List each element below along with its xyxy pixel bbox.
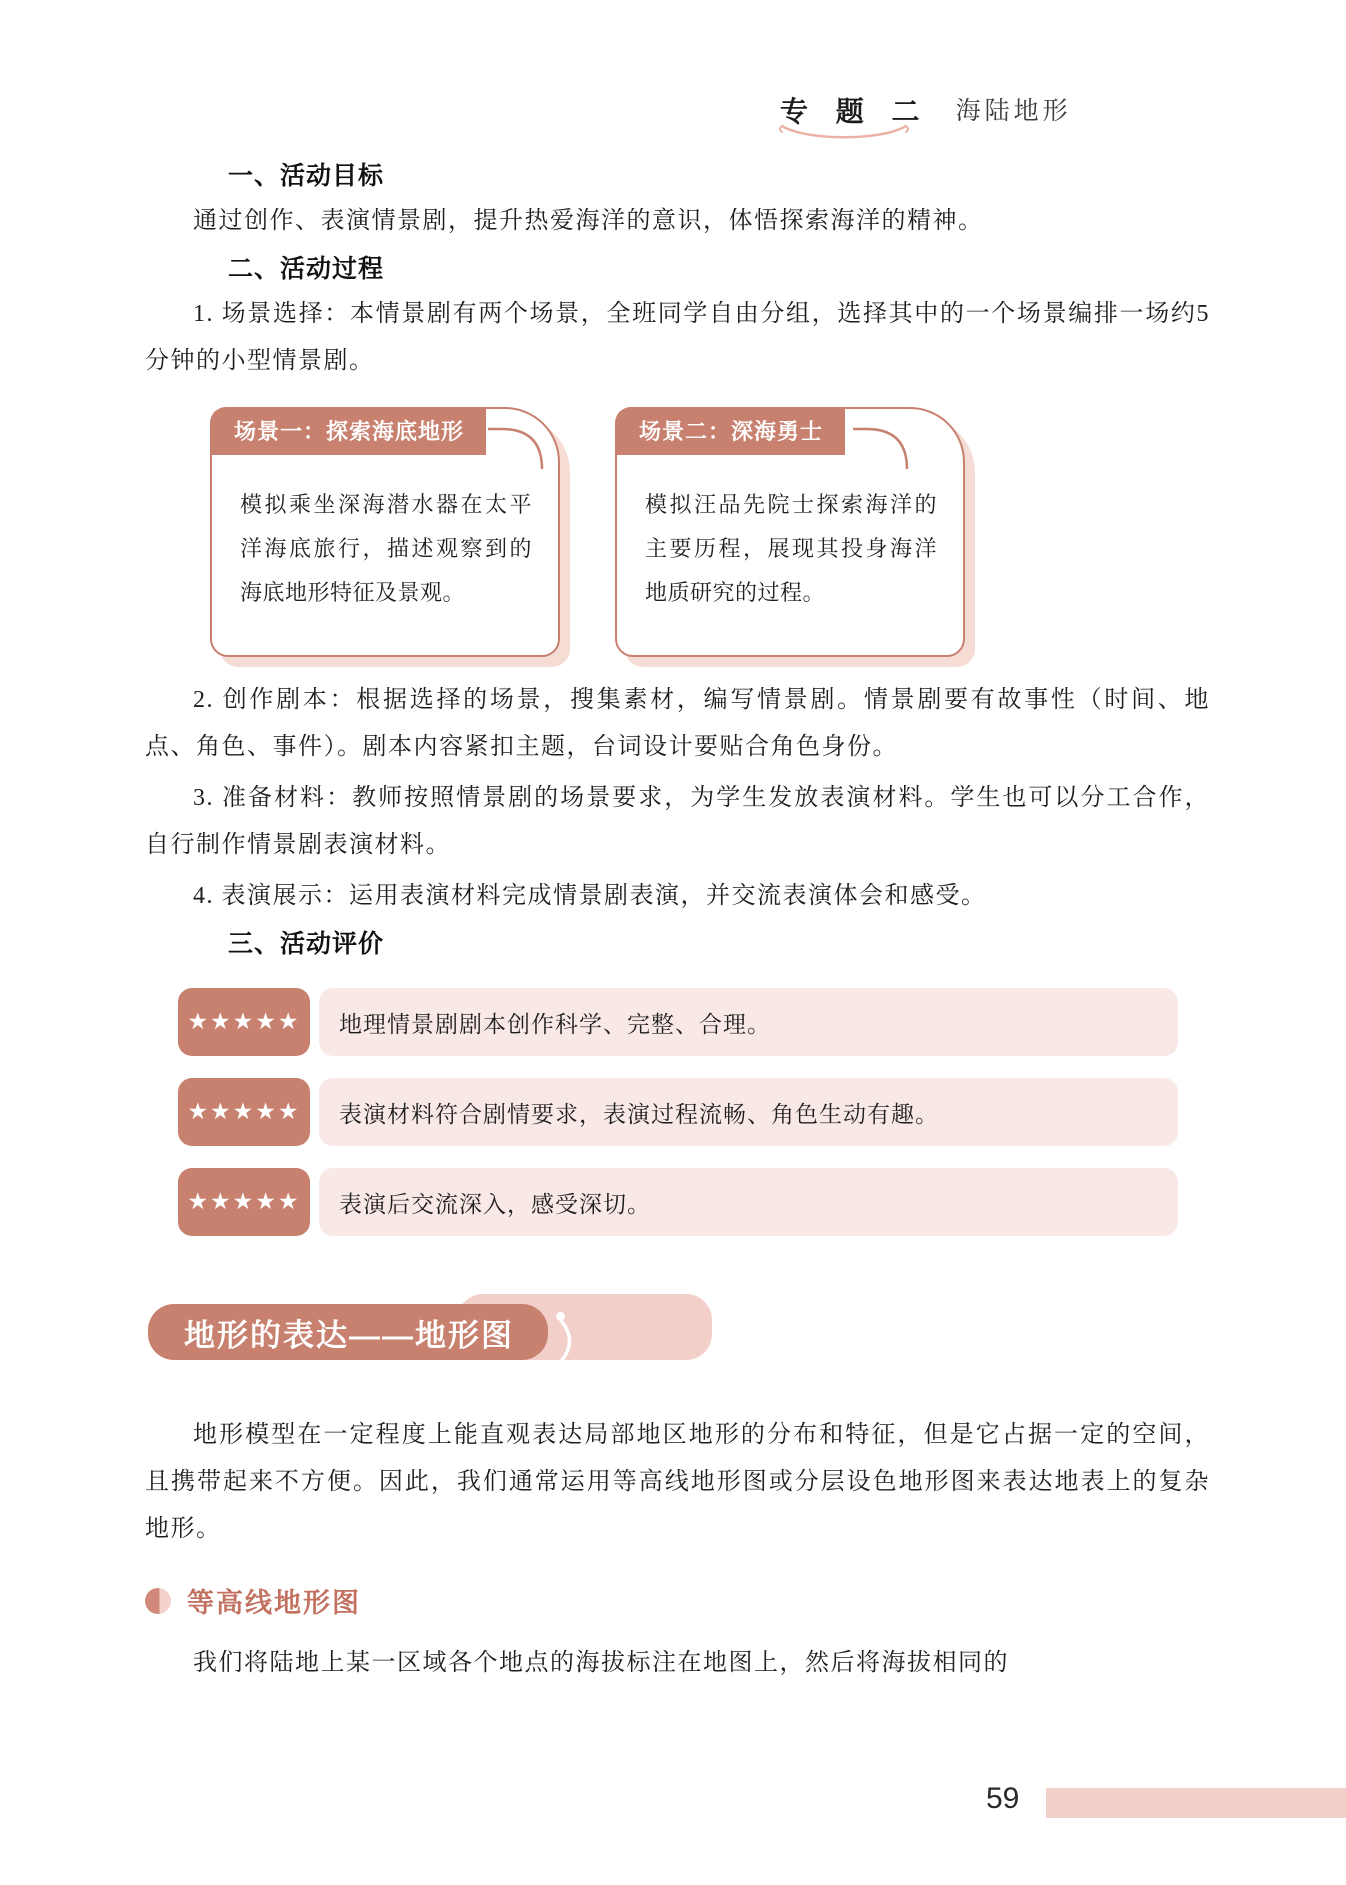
heading-activity-process: 二、活动过程	[228, 256, 385, 283]
activity-step-2: 2. 创作剧本：根据选择的场景，搜集素材，编写情景剧。情景剧要有故事性（时间、地点、角色、事件）。剧本内容紧扣主题，台词设计要贴合角色身份。	[145, 687, 1210, 760]
contour-paragraph: 我们将陆地上某一区域各个地点的海拔标注在地图上，然后将海拔相同的	[193, 1650, 1009, 1676]
banner-quote-icon	[559, 1320, 581, 1364]
unit-title: 海陆地形	[955, 98, 1072, 125]
contour-heading-text: 等高线地形图	[187, 1588, 361, 1618]
unit-label: 专 题 二	[780, 96, 930, 127]
scene-1-title-tab: 场景一：探索海底地形	[210, 407, 486, 455]
heading-activity-goal: 一、活动目标	[228, 163, 385, 190]
scene-2-title-tab: 场景二：深海勇士	[615, 407, 845, 455]
page-edge-bar	[1046, 1788, 1346, 1818]
evaluation-row-1	[178, 988, 1178, 1056]
evaluation-row-2	[178, 1078, 1178, 1146]
scene-1-description: 模拟乘坐深海潜水器在太平洋海底旅行，描述观察到的海底地形特征及景观。	[240, 492, 532, 605]
running-head	[780, 90, 1072, 130]
terrain-intro-paragraph: 地形模型在一定程度上能直观表达局部地区地形的分布和特征，但是它占据一定的空间，且携带起来不方便。因此，我们通常运用等高线地形图或分层设色地形图来表达地表上的复杂地形。	[145, 1422, 1210, 1542]
scene-box-1	[210, 407, 560, 657]
scene-box-row	[210, 407, 1210, 673]
activity-step-3: 3. 准备材料：教师按照情景剧的场景要求，为学生发放表演材料。学生也可以分工合作，自行制作情景剧表演材料。	[145, 785, 1210, 858]
evaluation-row-3	[178, 1168, 1178, 1236]
page-number: 59	[986, 1782, 1020, 1815]
activity-step-1: 1. 场景选择：本情景剧有两个场景，全班同学自由分组，选择其中的一个场景编排一场约5分钟的小型情景剧。	[145, 301, 1210, 374]
evaluation-criterion: 表演后交流深入，感受深切。	[319, 1168, 1178, 1236]
section-banner	[145, 1304, 1210, 1376]
evaluation-criterion: 表演材料符合剧情要求，表演过程流畅、角色生动有趣。	[319, 1078, 1178, 1146]
star-rating-icon: ★★★★★	[178, 988, 310, 1056]
contour-sub-heading	[145, 1581, 1210, 1620]
activity-goal-paragraph: 通过创作、表演情景剧，提升热爱海洋的意识，体悟探索海洋的精神。	[193, 208, 984, 234]
section-banner-title: 地形的表达——地形图	[148, 1304, 548, 1360]
activity-step-4: 4. 表演展示：运用表演材料完成情景剧表演，并交流表演体会和感受。	[193, 883, 987, 909]
evaluation-criterion: 地理情景剧剧本创作科学、完整、合理。	[319, 988, 1178, 1056]
scene-tab-curve-icon	[853, 407, 917, 471]
heading-activity-evaluation: 三、活动评价	[228, 931, 385, 958]
star-rating-icon: ★★★★★	[178, 1078, 310, 1146]
scene-2-description: 模拟汪品先院士探索海洋的主要历程，展现其投身海洋地质研究的过程。	[645, 492, 937, 605]
star-rating-icon: ★★★★★	[178, 1168, 310, 1236]
scene-tab-curve-icon	[488, 407, 552, 471]
header-swoosh-icon	[776, 122, 912, 142]
scene-box-2	[615, 407, 965, 657]
main-column	[145, 150, 1210, 1687]
section-bullet-icon	[145, 1588, 171, 1614]
